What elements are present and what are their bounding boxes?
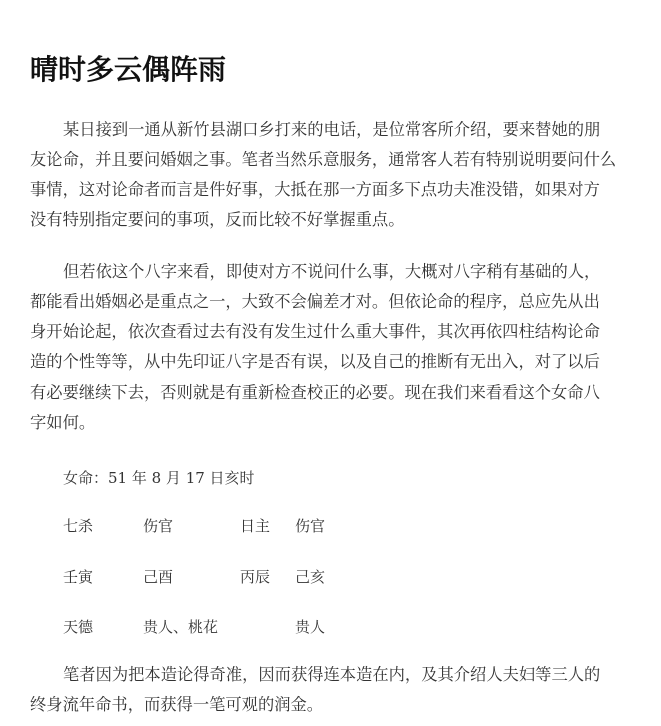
chart-cell: 贵人 (295, 618, 326, 636)
text-line: 有必要继续下去，否则就是有重新检查校正的必要。现在我们来看看这个女命八 (30, 383, 600, 402)
text-line: 字如何。 (30, 413, 96, 432)
text-line: 笔者因为把本造论得奇准，因而获得连本造在内，及其介绍人夫妇等三人的 (63, 665, 601, 684)
chart-cell: 日主 (240, 517, 271, 535)
text-line: 但若依这个八字来看，即使对方不说问什么事，大概对八字稍有基础的人， (63, 262, 601, 281)
text-line: 终身流年命书，而获得一笔可观的润金。 (30, 695, 324, 714)
page-title: 晴时多云偶阵雨 (30, 53, 227, 86)
chart-cell: 己酉 (143, 568, 174, 586)
chart-cell: 己亥 (295, 568, 326, 586)
chart-cell: 伤官 (295, 517, 326, 535)
text-line: 身开始论起，依次查看过去有没有发生过什么重大事件，其次再依四柱结构论命 (30, 322, 600, 341)
chart-cell: 天德 (63, 618, 94, 636)
text-line: 造的个性等等，从中先印证八字是否有误，以及自己的推断有无出入，对了以后 (30, 352, 600, 371)
chart-cell: 七杀 (63, 517, 94, 535)
text-line: 事情，这对论命者而言是件好事，大抵在那一方面多下点功夫准没错，如果对方 (30, 180, 600, 199)
chart-cell: 贵人、桃花 (143, 618, 219, 636)
chart-cell: 壬寅 (63, 568, 94, 586)
text-line: 没有特别指定要问的事项，反而比较不好掌握重点。 (30, 210, 405, 229)
text-line: 都能看出婚姻必是重点之一，大致不会偏差才对。但依论命的程序，总应先从出 (30, 292, 600, 311)
text-line: 友论命，并且要问婚姻之事。笔者当然乐意服务，通常客人若有特别说明要问什么 (30, 150, 617, 169)
chart-cell: 伤官 (143, 517, 174, 535)
text-line: 某日接到一通从新竹县湖口乡打来的电话，是位常客所介绍，要来替她的朋 (63, 120, 601, 139)
birth-info: 女命：51 年 8 月 17 日亥时 (63, 469, 255, 487)
chart-cell: 丙辰 (240, 568, 271, 586)
